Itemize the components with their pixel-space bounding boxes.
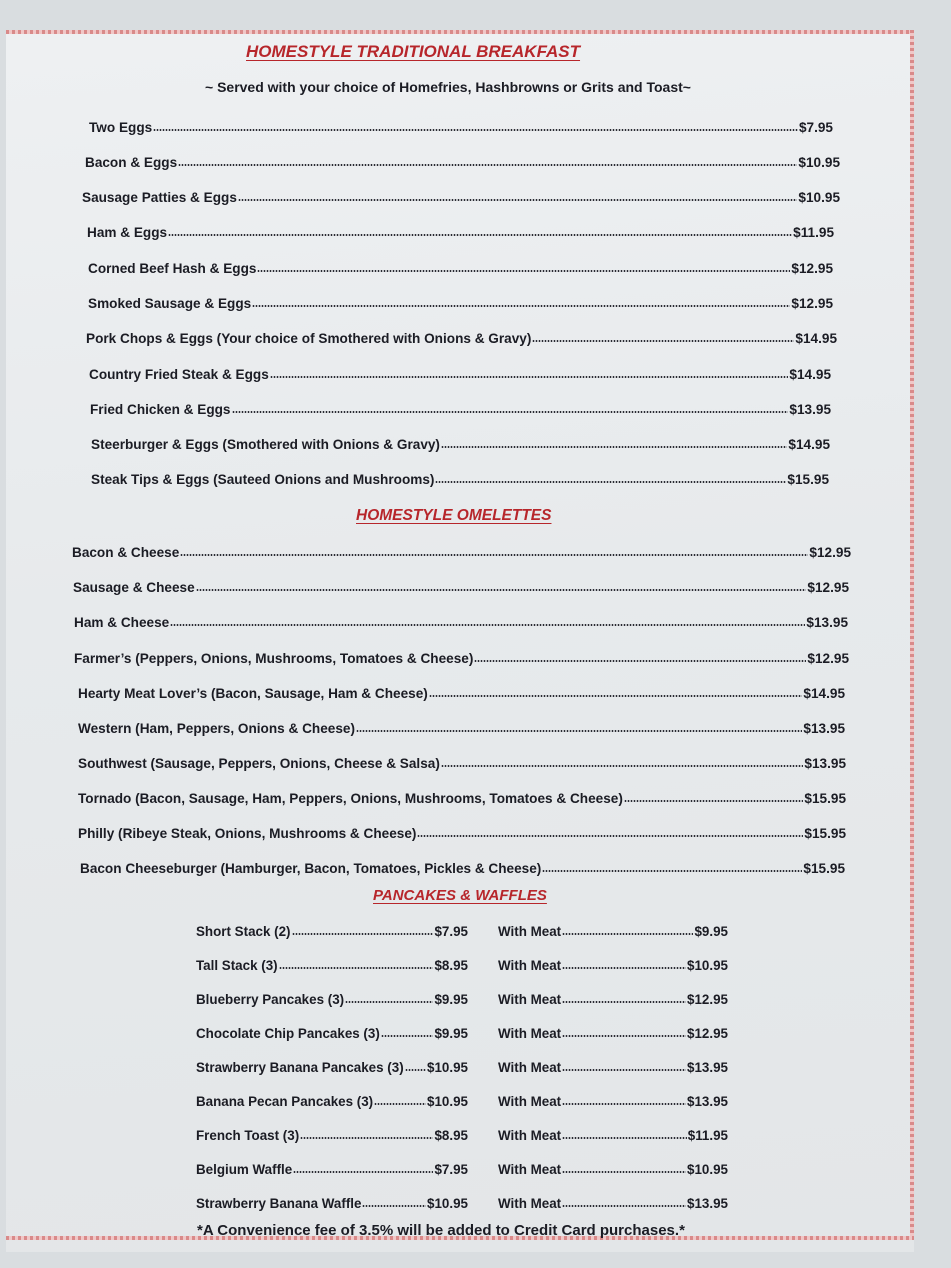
dot-leader	[362, 1205, 426, 1207]
menu-item-price: $10.95	[798, 155, 840, 170]
menu-item-name: Philly (Ribeye Steak, Onions, Mushrooms & Cheese)	[78, 826, 417, 841]
pancake-item-name: Tall Stack (3)	[196, 958, 278, 973]
pancake-with-meat	[498, 1196, 728, 1211]
menu-item	[82, 190, 840, 205]
menu-item	[90, 402, 831, 417]
menu-item-price: $12.95	[807, 651, 849, 666]
pancake-with-meat	[498, 924, 728, 939]
pancake-item-name: Strawberry Banana Pancakes (3)	[196, 1060, 404, 1075]
menu-item-price: $11.95	[793, 225, 834, 240]
pancake-item	[196, 992, 736, 1012]
dot-leader	[293, 1171, 433, 1173]
credit-card-fee-note: *A Convenience fee of 3.5% will be added to Credit Card purchases.*	[197, 1222, 685, 1239]
menu-item-price: $14.95	[803, 686, 845, 701]
menu-item-price: $14.95	[795, 331, 837, 346]
menu-item-price: $14.95	[789, 367, 831, 382]
pancake-item-name: Banana Pecan Pancakes (3)	[196, 1094, 374, 1109]
menu-item-name: Two Eggs	[89, 120, 153, 135]
menu-item-price: $12.95	[809, 545, 851, 560]
dot-leader	[562, 1001, 686, 1003]
pancake-plain	[196, 1060, 468, 1075]
dot-leader	[153, 129, 798, 131]
with-meat-price: $10.95	[687, 1162, 728, 1177]
dot-leader	[562, 933, 693, 935]
pancake-item-name: Belgium Waffle	[196, 1162, 293, 1177]
menu-item-price: $15.95	[787, 472, 829, 487]
pancake-item-price: $7.95	[434, 1162, 468, 1177]
menu-item	[78, 721, 845, 736]
dot-leader	[270, 376, 789, 378]
dot-leader	[257, 270, 790, 272]
dot-leader	[345, 1001, 433, 1003]
menu-item-price: $12.95	[807, 580, 849, 595]
menu-item-name: Bacon & Eggs	[85, 155, 178, 170]
dot-leader	[374, 1103, 426, 1105]
menu-item-name: Bacon & Cheese	[72, 545, 180, 560]
pancake-item-price: $9.95	[434, 1026, 468, 1041]
menu-item	[88, 296, 833, 311]
menu-item	[87, 225, 834, 240]
pancake-plain	[196, 1094, 468, 1109]
menu-item	[72, 545, 851, 560]
pancakes-heading: PANCAKES & WAFFLES	[373, 887, 547, 904]
with-meat-label: With Meat	[498, 1128, 562, 1143]
menu-item-name: Sausage Patties & Eggs	[82, 190, 237, 205]
menu-item-name: Farmer’s (Peppers, Onions, Mushrooms, Tomatoes & Cheese)	[74, 651, 474, 666]
dot-leader	[356, 730, 802, 732]
menu-item	[78, 686, 845, 701]
menu-item-name: Sausage & Cheese	[73, 580, 195, 595]
dot-leader	[532, 340, 794, 342]
pancake-plain	[196, 1162, 468, 1177]
pancake-with-meat	[498, 958, 728, 973]
pancake-item	[196, 1128, 736, 1148]
with-meat-label: With Meat	[498, 958, 562, 973]
with-meat-price: $13.95	[687, 1060, 728, 1075]
pancake-item	[196, 1196, 736, 1216]
menu-item-name: Southwest (Sausage, Peppers, Onions, Cheese & Salsa)	[78, 756, 440, 771]
border-top	[6, 30, 914, 34]
pancake-item	[196, 1162, 736, 1182]
dot-leader	[170, 624, 805, 626]
with-meat-price: $12.95	[687, 1026, 728, 1041]
menu-item	[80, 861, 845, 876]
with-meat-label: With Meat	[498, 1026, 562, 1041]
dot-leader	[252, 305, 790, 307]
dot-leader	[562, 1137, 687, 1139]
menu-item-name: Pork Chops & Eggs (Your choice of Smothered with Onions & Gravy)	[86, 331, 532, 346]
menu-item-price: $7.95	[798, 120, 833, 135]
menu-item-price: $13.95	[804, 756, 846, 771]
pancake-item-name: French Toast (3)	[196, 1128, 300, 1143]
pancake-item-name: Strawberry Banana Waffle	[196, 1196, 362, 1211]
pancake-item-price: $10.95	[427, 1060, 468, 1075]
dot-leader	[441, 765, 804, 767]
pancake-item-name: Short Stack (2)	[196, 924, 291, 939]
with-meat-label: With Meat	[498, 1196, 562, 1211]
dot-leader	[562, 1103, 686, 1105]
menu-item-price: $14.95	[788, 437, 830, 452]
breakfast-subtitle: ~ Served with your choice of Homefries, Hashbrowns or Grits and Toast~	[205, 79, 691, 95]
dot-leader	[562, 1205, 686, 1207]
pancake-plain	[196, 1128, 468, 1143]
dot-leader	[542, 870, 802, 872]
with-meat-label: With Meat	[498, 1060, 562, 1075]
border-right	[910, 30, 914, 1240]
menu-item-price: $15.95	[804, 791, 846, 806]
menu-item	[74, 615, 848, 630]
menu-item	[88, 261, 833, 276]
dot-leader	[292, 933, 434, 935]
pancake-item-price: $10.95	[427, 1196, 468, 1211]
pancake-with-meat	[498, 1128, 728, 1143]
pancake-plain	[196, 924, 468, 939]
pancake-item-price: $10.95	[427, 1094, 468, 1109]
menu-item	[74, 651, 849, 666]
pancake-plain	[196, 1196, 468, 1211]
dot-leader	[168, 234, 792, 236]
pancake-with-meat	[498, 992, 728, 1007]
with-meat-price: $13.95	[687, 1196, 728, 1211]
dot-leader	[405, 1069, 426, 1071]
dot-leader	[435, 481, 786, 483]
menu-item-name: Steak Tips & Eggs (Sauteed Onions and Mushrooms)	[91, 472, 435, 487]
menu-item	[89, 120, 833, 135]
menu-item-name: Country Fried Steak & Eggs	[89, 367, 269, 382]
menu-item-price: $15.95	[803, 861, 845, 876]
with-meat-price: $9.95	[694, 924, 728, 939]
dot-leader	[474, 660, 806, 662]
pancake-with-meat	[498, 1026, 728, 1041]
dot-leader	[429, 695, 803, 697]
menu-item	[78, 756, 846, 771]
pancake-plain	[196, 992, 468, 1007]
menu-item-name: Tornado (Bacon, Sausage, Ham, Peppers, Onions, Mushrooms, Tomatoes & Cheese)	[78, 791, 623, 806]
pancake-item-price: $7.95	[434, 924, 468, 939]
pancake-item-price: $8.95	[434, 958, 468, 973]
with-meat-price: $11.95	[687, 1128, 728, 1143]
menu-item-price: $13.95	[806, 615, 848, 630]
pancake-item-price: $9.95	[434, 992, 468, 1007]
pancake-plain	[196, 1026, 468, 1041]
pancake-item-price: $8.95	[434, 1128, 468, 1143]
with-meat-label: With Meat	[498, 924, 562, 939]
dot-leader	[562, 1069, 686, 1071]
menu-item	[86, 331, 837, 346]
with-meat-label: With Meat	[498, 992, 562, 1007]
menu-item	[78, 826, 846, 841]
menu-item-price: $13.95	[803, 721, 845, 736]
menu-item-price: $12.95	[791, 296, 833, 311]
pancake-item-name: Blueberry Pancakes (3)	[196, 992, 345, 1007]
dot-leader	[196, 589, 807, 591]
dot-leader	[562, 967, 686, 969]
menu-item-price: $12.95	[791, 261, 833, 276]
menu-item-name: Smoked Sausage & Eggs	[88, 296, 252, 311]
dot-leader	[562, 1171, 686, 1173]
dot-leader	[624, 800, 804, 802]
dot-leader	[180, 554, 808, 556]
pancake-item	[196, 924, 736, 944]
dot-leader	[279, 967, 434, 969]
pancake-item	[196, 1060, 736, 1080]
menu-item	[89, 367, 831, 382]
menu-item	[85, 155, 840, 170]
menu-item-name: Steerburger & Eggs (Smothered with Onions & Gravy)	[91, 437, 440, 452]
breakfast-heading: HOMESTYLE TRADITIONAL BREAKFAST	[246, 42, 581, 61]
dot-leader	[238, 199, 798, 201]
menu-item-name: Fried Chicken & Eggs	[90, 402, 231, 417]
menu-item-name: Western (Ham, Peppers, Onions & Cheese)	[78, 721, 355, 736]
with-meat-price: $12.95	[687, 992, 728, 1007]
pancake-item	[196, 1026, 736, 1046]
menu-item-name: Hearty Meat Lover’s (Bacon, Sausage, Ham & Cheese)	[78, 686, 428, 701]
menu-item-name: Ham & Eggs	[87, 225, 168, 240]
with-meat-price: $10.95	[687, 958, 728, 973]
menu-item	[78, 791, 846, 806]
menu-item-price: $13.95	[789, 402, 831, 417]
dot-leader	[562, 1035, 686, 1037]
dot-leader	[381, 1035, 434, 1037]
with-meat-label: With Meat	[498, 1094, 562, 1109]
with-meat-label: With Meat	[498, 1162, 562, 1177]
menu-item	[91, 437, 830, 452]
with-meat-price: $13.95	[687, 1094, 728, 1109]
dot-leader	[417, 835, 803, 837]
omelettes-heading: HOMESTYLE OMELETTES	[356, 507, 552, 524]
pancake-item-name: Chocolate Chip Pancakes (3)	[196, 1026, 380, 1041]
dot-leader	[441, 446, 787, 448]
menu-item-name: Ham & Cheese	[74, 615, 170, 630]
menu-item-price: $15.95	[804, 826, 846, 841]
menu-item-name: Bacon Cheeseburger (Hamburger, Bacon, Tomatoes, Pickles & Cheese)	[80, 861, 542, 876]
dot-leader	[232, 411, 789, 413]
menu-item	[91, 472, 829, 487]
pancake-with-meat	[498, 1060, 728, 1075]
pancake-with-meat	[498, 1162, 728, 1177]
pancake-item	[196, 958, 736, 978]
pancake-item	[196, 1094, 736, 1114]
pancake-plain	[196, 958, 468, 973]
menu-item	[73, 580, 849, 595]
dot-leader	[178, 164, 797, 166]
menu-item-name: Corned Beef Hash & Eggs	[88, 261, 257, 276]
pancake-with-meat	[498, 1094, 728, 1109]
menu-item-price: $10.95	[798, 190, 840, 205]
dot-leader	[300, 1137, 433, 1139]
